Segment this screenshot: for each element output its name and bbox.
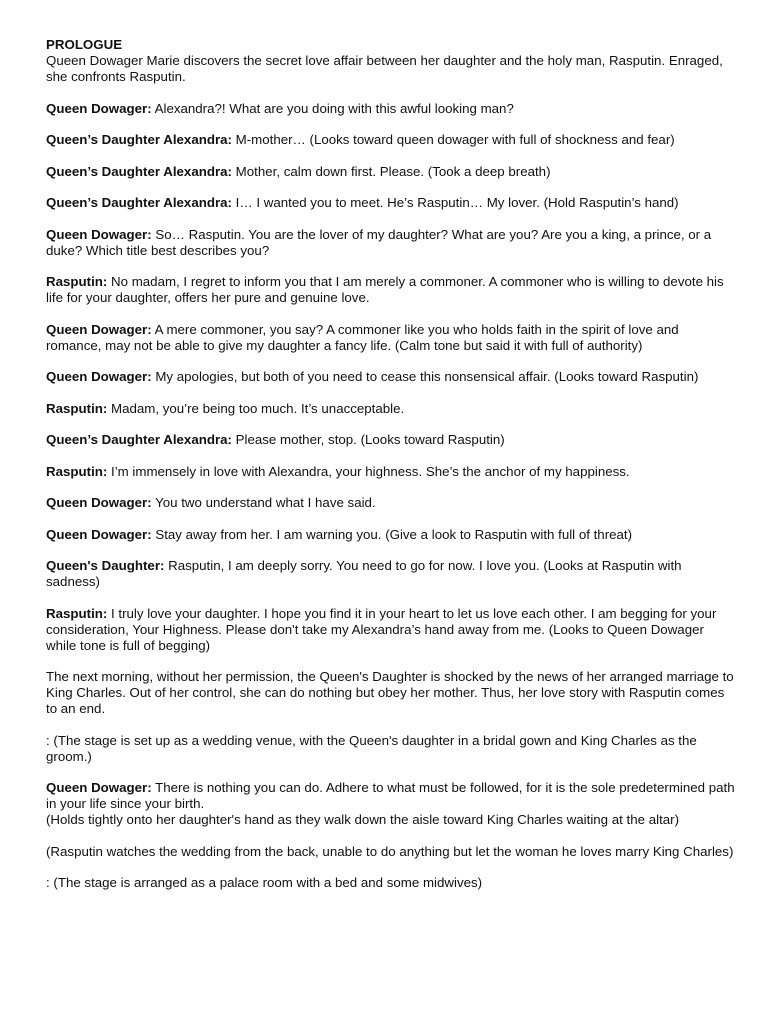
dialogue-text: I… I wanted you to meet. He’s Rasputin… My lover. (Hold Rasputin’s hand): [231, 195, 679, 210]
dialogue-paragraph: [46, 195, 736, 211]
speaker-label: Rasputin:: [46, 605, 108, 621]
speaker-label: Queen Dowager:: [46, 369, 152, 384]
dialogue-paragraph: [46, 527, 736, 543]
speaker-label: Rasputin:: [46, 463, 108, 479]
speaker-label: Queen’s Daughter Alexandra:: [46, 432, 232, 447]
speaker-label: Queen Dowager:: [46, 226, 152, 242]
stage-direction: : (The stage is set up as a wedding venue, with the Queen's daughter in a bridal gown and King Charles as the groom.): [46, 732, 697, 764]
document-title: PROLOGUE: [46, 37, 123, 52]
speaker-label: Queen Dowager:: [46, 495, 152, 510]
speaker-label: Queen’s Daughter Alexandra:: [46, 132, 232, 147]
speaker-label: Rasputin:: [46, 274, 108, 289]
narration-paragraph: The next morning, without her permission, the Queen's Daughter is shocked by the news of her arranged marriage to King Charles. Out of her control, she can do nothing but obey her mother. Thus, her love story with Rasputin comes to an end.: [46, 669, 734, 716]
narration-paragraph: (Rasputin watches the wedding from the back, unable to do anything but let the woman he loves marry King Charles): [46, 843, 734, 859]
speaker-label: Queen’s Daughter Alexandra:: [46, 195, 232, 210]
dialogue-paragraph: [46, 495, 736, 511]
dialogue-text: M-mother… (Looks toward queen dowager with full of shockness and fear): [231, 132, 675, 147]
dialogue-section: [46, 101, 736, 654]
dialogue-paragraph: [46, 369, 736, 385]
dialogue-text: Rasputin, I am deeply sorry. You need to go for now. I love you. (Looks at Rasputin with sadness): [46, 558, 682, 589]
speaker-label: Queen Dowager:: [46, 526, 152, 542]
dialogue-paragraph: [46, 227, 736, 259]
stage-direction: : (The stage is arranged as a palace room with a bed and some midwives): [46, 875, 483, 890]
dialogue-paragraph: [46, 322, 736, 354]
intro-paragraph: Queen Dowager Marie discovers the secret love affair between her daughter and the holy man, Rasputin. Enraged, she confronts Rasputin.: [46, 53, 723, 84]
dialogue-text: No madam, I regret to inform you that I am merely a commoner. A commoner who is willing to devote his life for your daughter, offers her pure and genuine love.: [46, 274, 724, 305]
dialogue-text: You two understand what I have said.: [151, 495, 376, 510]
dialogue-text: I truly love your daughter. I hope you find it in your heart to let us love each other. I am begging for your consideration, Your Highness. Please don't take my Alexandra’s hand away from me. (Looks to Queen Dowager while tone is full of begging): [46, 605, 717, 653]
dialogue-paragraph: [46, 274, 736, 306]
dialogue-text: Alexandra?! What are you doing with this awful looking man?: [151, 100, 514, 116]
dialogue-paragraph: [46, 164, 736, 180]
dialogue-text: A mere commoner, you say? A commoner like you who holds faith in the spirit of love and romance, may not be able to give my daughter a fancy life. (Calm tone but said it with full of authority): [46, 321, 679, 353]
dialogue-paragraph: [46, 101, 736, 117]
dialogue-text: So… Rasputin. You are the lover of my daughter? What are you? Are you a king, a prince, or a duke? Which title best describes you?: [46, 226, 712, 258]
dialogue-paragraph: [46, 401, 736, 417]
dialogue-text: Please mother, stop. (Looks toward Rasputin): [231, 432, 505, 447]
dialogue-paragraph: [46, 558, 736, 590]
speaker-label: Queen Dowager:: [46, 780, 152, 795]
speaker-label: Queen's Daughter:: [46, 558, 165, 573]
dialogue-paragraph: [46, 432, 736, 448]
dialogue-text: Mother, calm down first. Please. (Took a deep breath): [231, 163, 551, 179]
document-page: [46, 37, 736, 907]
dialogue-paragraph: [46, 606, 736, 654]
speaker-label: Queen’s Daughter Alexandra:: [46, 163, 232, 179]
dialogue-text: I’m immensely in love with Alexandra, your highness. She’s the anchor of my happiness.: [107, 463, 630, 479]
speaker-label: Rasputin:: [46, 400, 108, 416]
speaker-label: Queen Dowager:: [46, 321, 152, 337]
dialogue-paragraph: [46, 132, 736, 148]
dialogue-text: Madam, you’re being too much. It’s unacceptable.: [107, 400, 405, 416]
speaker-label: Queen Dowager:: [46, 100, 152, 116]
dialogue-text: My apologies, but both of you need to cease this nonsensical affair. (Looks toward Rasputin): [151, 369, 699, 384]
dialogue-text: Stay away from her. I am warning you. (Give a look to Rasputin with full of threat): [151, 526, 633, 542]
dialogue-text: There is nothing you can do. Adhere to what must be followed, for it is the sole predetermined path in your life since your birth.: [46, 780, 735, 811]
action-direction: (Holds tightly onto her daughter's hand as they walk down the aisle toward King Charles waiting at the altar): [46, 812, 680, 827]
dialogue-paragraph: [46, 780, 736, 828]
dialogue-paragraph: [46, 464, 736, 480]
